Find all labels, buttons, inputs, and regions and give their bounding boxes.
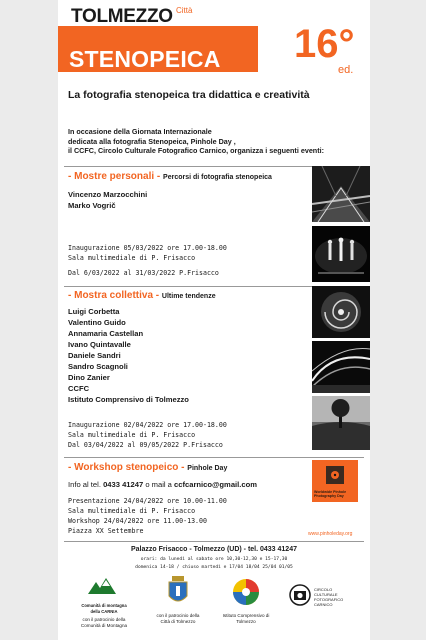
artist-name: Valentino Guido bbox=[68, 318, 126, 327]
detail-line: Workshop 24/04/2022 ore 11.00-13.00 bbox=[68, 517, 207, 525]
artist-name: Sandro Scagnoli bbox=[68, 362, 128, 371]
artist-name: Istituto Comprensivo di Tolmezzo bbox=[68, 395, 189, 404]
logo-caption: Istituto Comprensivo di Tolmezzo bbox=[222, 613, 270, 624]
artist-name: Marko Vogrič bbox=[68, 201, 116, 210]
artist-name: Dino Zanier bbox=[68, 373, 110, 382]
title-tolmezzo: TOLMEZZO bbox=[71, 6, 173, 27]
section-title-text: - Mostra collettiva - bbox=[68, 290, 160, 301]
event-details-workshop bbox=[68, 496, 227, 536]
intro-line: dedicata alla fotografia Stenopeica, Pinhole Day , bbox=[68, 136, 236, 146]
badge-text: Worldwide Pinhole Photography Day bbox=[314, 490, 347, 499]
section-title-text: - Workshop stenopeico - bbox=[68, 462, 185, 473]
section-title-mostra-collettiva bbox=[68, 290, 216, 301]
title-citta: Città bbox=[176, 6, 193, 15]
photo-tree-landscape bbox=[312, 396, 370, 450]
detail-line: Inaugurazione 05/03/2022 ore 17.00-18.00 bbox=[68, 244, 227, 252]
mountain-community-logo bbox=[80, 576, 128, 598]
artist-name: Annamaria Castellan bbox=[68, 329, 144, 338]
artist-name: Luigi Corbetta bbox=[68, 307, 120, 316]
contact-prefix: Info al tel. bbox=[68, 480, 101, 489]
logo-caption: CIRCOLO CULTURALE FOTOGRAFICO CARNICO bbox=[314, 587, 344, 607]
logo-citta-tolmezzo bbox=[154, 574, 202, 625]
artist-name: Daniele Sandri bbox=[68, 351, 121, 360]
pinhole-day-badge bbox=[312, 460, 358, 502]
photo-bridge-architecture bbox=[312, 166, 370, 222]
pinhole-camera-icon bbox=[312, 460, 358, 490]
opening-hours: orari: da lunedì al sabato ore 10,30-12,30 e 15-17,30 bbox=[140, 557, 288, 562]
poster bbox=[58, 0, 370, 640]
artist-name: Vincenzo Marzocchini bbox=[68, 190, 148, 199]
section-divider bbox=[64, 457, 364, 458]
workshop-contact bbox=[68, 480, 257, 489]
intro-line: In occasione della Giornata Internazionale bbox=[68, 127, 212, 136]
section-subtitle: Pinhole Day bbox=[187, 465, 228, 472]
website-link[interactable]: www.pinholeday.org bbox=[308, 531, 353, 537]
detail-line: Sala multimediale di P. Frisacco bbox=[68, 254, 196, 262]
tolmezzo-coat-of-arms bbox=[154, 574, 202, 608]
artist-list-personali bbox=[68, 189, 147, 211]
detail-line: Sala multimediale di P. Frisacco bbox=[68, 507, 196, 515]
section-title-mostre-personali bbox=[68, 171, 272, 182]
logo-caption: con il patrocinio della Comunità di Montagna bbox=[80, 617, 128, 628]
section-subtitle: Percorsi di fotografia stenopeica bbox=[163, 174, 272, 181]
logo-istituto-comprensivo bbox=[222, 576, 270, 625]
logo-mark: Comunità di montagna della CARNIA bbox=[81, 603, 127, 614]
detail-line: Presentazione 24/04/2022 ore 10.00-11.00 bbox=[68, 497, 227, 505]
logo-comunita-montagna bbox=[80, 576, 128, 629]
artist-list-collettiva bbox=[68, 306, 189, 405]
contact-email: ccfcarnico@gmail.com bbox=[174, 480, 257, 489]
ccfc-camera-logo bbox=[288, 584, 312, 606]
section-divider bbox=[64, 541, 364, 542]
intro-text bbox=[68, 127, 368, 156]
photo-figures-dark bbox=[312, 226, 370, 282]
section-subtitle: Ultime tendenze bbox=[161, 293, 216, 300]
contact-phone: 0433 41247 bbox=[103, 480, 144, 489]
detail-line: Dal 6/03/2022 al 31/03/2022 P.Frisacco bbox=[68, 269, 219, 277]
title-stenopeica: STENOPEICA bbox=[69, 46, 221, 72]
intro-line: il CCFC, Circolo Culturale Fotografico Carnico, organizza i seguenti eventi: bbox=[68, 146, 324, 156]
edition-number: 16° bbox=[294, 22, 355, 66]
detail-line: Inaugurazione 02/04/2022 ore 17.00-18.00 bbox=[68, 421, 227, 429]
detail-line: Sala multimediale di P. Frisacco bbox=[68, 431, 196, 439]
artist-name: CCFC bbox=[68, 384, 90, 393]
detail-line: Dal 03/04/2022 al 09/05/2022 P.Frisacco bbox=[68, 441, 223, 449]
section-title-workshop bbox=[68, 462, 227, 473]
contact-mid: o mail a bbox=[145, 480, 172, 489]
closing-days: domenica 14-18 / chiuso martedì e 17/04 18/04 25/04 01/05 bbox=[135, 565, 293, 570]
poster-subtitle: La fotografia stenopeica tra didattica e creatività bbox=[68, 89, 310, 101]
detail-line: Piazza XX Settembre bbox=[68, 527, 144, 535]
event-details-collettiva bbox=[68, 420, 227, 450]
edition-suffix: ed. bbox=[338, 64, 354, 76]
photo-light-streaks bbox=[312, 341, 370, 393]
school-logo bbox=[222, 576, 270, 608]
logo-caption: con il patrocinio della Città di Tolmezzo bbox=[156, 613, 200, 624]
venue-address: Palazzo Frisacco - Tolmezzo (UD) - tel. 0433 41247 bbox=[131, 546, 297, 553]
section-title-text: - Mostre personali - bbox=[68, 171, 161, 182]
event-details-personali bbox=[68, 243, 227, 278]
photo-shell-closeup bbox=[312, 286, 370, 338]
artist-name: Ivano Quintavalle bbox=[68, 340, 131, 349]
